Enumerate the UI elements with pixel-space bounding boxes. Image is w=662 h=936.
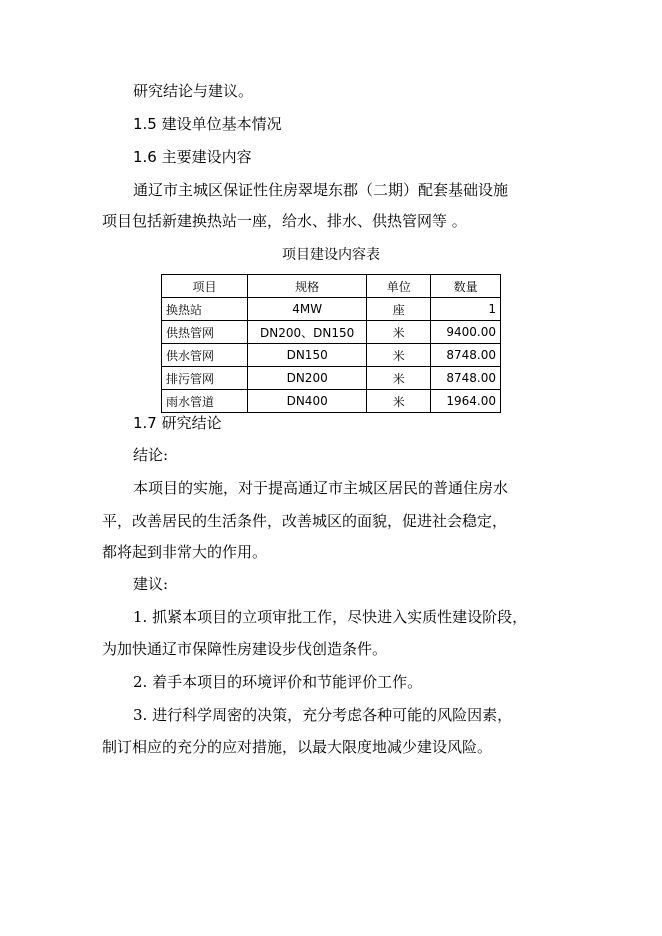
suggestion-label: 建议:	[133, 575, 169, 593]
conclusion-line-3: 都将起到非常大的作用。	[102, 543, 268, 561]
cell-item: 排污管网	[162, 367, 248, 390]
cell-qty: 1964.00	[431, 390, 501, 413]
cell-qty: 8748.00	[431, 367, 501, 390]
cell-item: 供水管网	[162, 344, 248, 367]
table-caption: 项目建设内容表	[282, 247, 380, 263]
suggestion-2: 2. 着手本项目的环境评价和节能评价工作。	[133, 673, 423, 691]
header-item: 项目	[162, 275, 248, 298]
table-row	[162, 298, 501, 321]
cell-spec: DN400	[248, 390, 367, 413]
section-heading-1-5: 1.5 建设单位基本情况	[133, 115, 282, 133]
table-row	[162, 390, 501, 413]
conclusion-label: 结论:	[133, 446, 169, 464]
table-row	[162, 367, 501, 390]
section-heading-1-6: 1.6 主要建设内容	[133, 148, 252, 166]
cell-unit: 米	[367, 344, 431, 367]
cell-spec: DN200	[248, 367, 367, 390]
cell-qty: 1	[431, 298, 501, 321]
paragraph-content-line-1: 通辽市主城区保证性住房翠堤东郡（二期）配套基础设施	[133, 181, 509, 199]
paragraph-research-conclusion: 研究结论与建议。	[133, 82, 254, 100]
suggestion-1-line-1: 1. 抓紧本项目的立项审批工作，尽快进入实质性建设阶段，	[133, 608, 528, 626]
cell-spec: 4MW	[248, 298, 367, 321]
cell-qty: 8748.00	[431, 344, 501, 367]
cell-item: 供热管网	[162, 321, 248, 344]
conclusion-line-2: 平，改善居民的生活条件，改善城区的面貌，促进社会稳定，	[102, 512, 508, 530]
cell-unit: 座	[367, 298, 431, 321]
header-spec: 规格	[248, 275, 367, 298]
section-heading-1-7: 1.7 研究结论	[133, 414, 222, 432]
table-row	[162, 344, 501, 367]
cell-unit: 米	[367, 367, 431, 390]
cell-spec: DN200、DN150	[248, 321, 367, 344]
cell-unit: 米	[367, 390, 431, 413]
cell-item: 雨水管道	[162, 390, 248, 413]
header-qty: 数量	[431, 275, 501, 298]
suggestion-3-line-2: 制订相应的充分的应对措施，以最大限度地减少建设风险。	[102, 738, 493, 756]
header-unit: 单位	[367, 275, 431, 298]
conclusion-line-1: 本项目的实施，对于提高通辽市主城区居民的普通住房水	[133, 479, 509, 497]
paragraph-content-line-2: 项目包括新建换热站一座，给水、排水、供热管网等 。	[102, 212, 467, 230]
cell-unit: 米	[367, 321, 431, 344]
cell-item: 换热站	[162, 298, 248, 321]
construction-content-table	[161, 274, 501, 413]
suggestion-3-line-1: 3. 进行科学周密的决策，充分考虑各种可能的风险因素，	[133, 706, 513, 724]
table-header-row	[162, 275, 501, 298]
table-row	[162, 321, 501, 344]
cell-qty: 9400.00	[431, 321, 501, 344]
suggestion-1-line-2: 为加快通辽市保障性房建设步伐创造条件。	[102, 640, 388, 658]
cell-spec: DN150	[248, 344, 367, 367]
